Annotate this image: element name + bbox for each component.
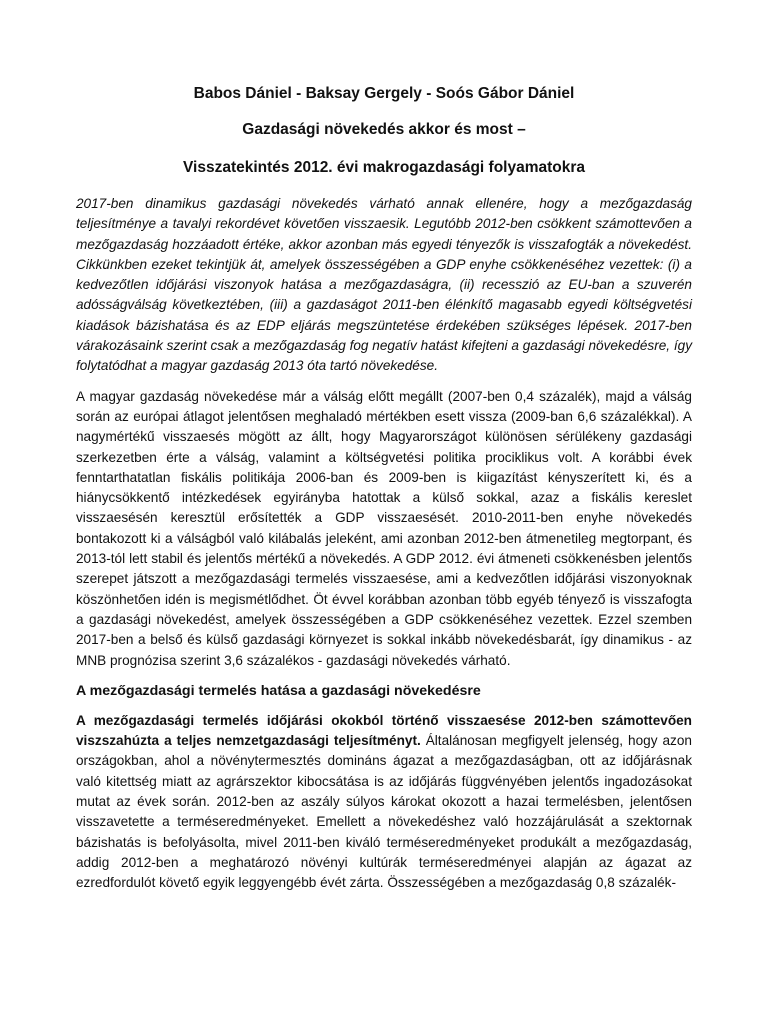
paragraph-2-lead: A mezőgazdasági termelés időjárási okokból történő visszaesése 2012-ben számottevően viszszahúzta a teljes nemzetgazdasági teljesítményt. bbox=[76, 712, 692, 749]
document-subtitle: Visszatekintés 2012. évi makrogazdasági folyamatokra bbox=[182, 159, 586, 176]
body-paragraph-1: A magyar gazdaság növekedése már a válság előtt megállt (2007-ben 0,4 százalék), majd a válság során az európai átlagot jelentősen meghaladó mértékben esett vissza (2009-ban 6,6 százalékkal). A nagymértékű visszaesés mögött az állt, hogy Magyarországot különösen sérülékeny gazdasági szerkezetben érte a válság, valamint a költségvetési politika prociklikus volt. A korábbi évek fenntarthatatlan fiskális politikája 2006-ban és 2009-ben is kiigazítást kényszerített ki, és a hiánycsökkentő intézkedések egyirányba hatottak a külső sokkal, azaz a fiskális kereslet visszaesésén keresztül erősítették a GDP visszaesését. 2010-2011-ben enyhe növekedés bontakozott ki a válságból való kilábalás jeleként, ami azonban 2012-ben átmenetileg megtorpant, és 2013-tól lett stabil és jelentős mértékű a növekedés. A GDP 2012. évi átmeneti csökkenésben jelentős szerepet játszott a mezőgazdasági termelés visszaesése, ami a kedvezőtlen időjárási viszonyoknak köszönhetően idén is megismétlődhet. Öt évvel korábban azonban több egyéb tényező is visszafogta a gazdasági növekedést, amelyek összességében a GDP csökkenéséhez vezettek. Ezzel szemben 2017-ben a belső és külső gazdasági környezet is sokkal inkább növekedésbarát, így dinamikus - az MNB prognózisa szerint 3,6 százalékos - gazdasági növekedés várható. bbox=[76, 388, 692, 668]
paragraph-2-body: Általánosan megfigyelt jelenség, hogy azon országokban, ahol a növénytermesztés domináns ágazat a mezőgazdaságban, ott az időjárásnak való kitettség miatt az agrárszektor kibocsátása is az időjárás függvényében jelentős ingadozásokat mutat az évek során. 2012-ben az aszály súlyos károkat okozott a hazai termelésben, jelentősen visszavetette a terméseredményeket. Emellett a növekedéshez való hozzájárulását a szektornak bázishatás is befolyásolta, mivel 2011-ben kiváló terméseredményeket produkált a mezőgazdaság, addig 2012-ben a meghatározó növényi kultúrák terméseredményei alapján az ágazat az ezredfordulót követő egyik leggyengébb évét zárta. Összességében a mezőgazdaság 0,8 százalék- bbox=[76, 733, 692, 891]
document-page bbox=[76, 84, 692, 904]
document-title: Gazdasági növekedés akkor és most – bbox=[242, 121, 526, 138]
body-paragraph-2 bbox=[76, 711, 692, 894]
abstract-paragraph: 2017-ben dinamikus gazdasági növekedés várható annak ellenére, hogy a mezőgazdaság teljesítménye a tavalyi rekordévet követően visszaesik. Legutóbb 2012-ben csökkent számottevően a mezőgazdaság hozzáadott értéke, akkor azonban más egyedi tényezők is visszafogták a növekedést. Cikkünkben ezeket tekintjük át, amelyek összességében a GDP enyhe csökkenéséhez vezettek: (i) a kedvezőtlen időjárási viszonyok hatása a mezőgazdaságra, (ii) recesszió az EU-ban a szuverén adósságválság következtében, (iii) a gazdaságot 2011-ben élénkítő magasabb egyedi költségvetési kiadások bázishatása és az EDP eljárás megszüntetése érdekében szükséges lépések. 2017-ben várakozásaink szerint csak a mezőgazdaság fog negatív hatást kifejteni a gazdasági növekedésre, így folytatódhat a magyar gazdaság 2013 óta tartó növekedése. bbox=[76, 196, 692, 374]
section-heading: A mezőgazdasági termelés hatása a gazdasági növekedésre bbox=[76, 682, 481, 699]
authors: Babos Dániel - Baksay Gergely - Soós Gábor Dániel bbox=[193, 85, 575, 102]
